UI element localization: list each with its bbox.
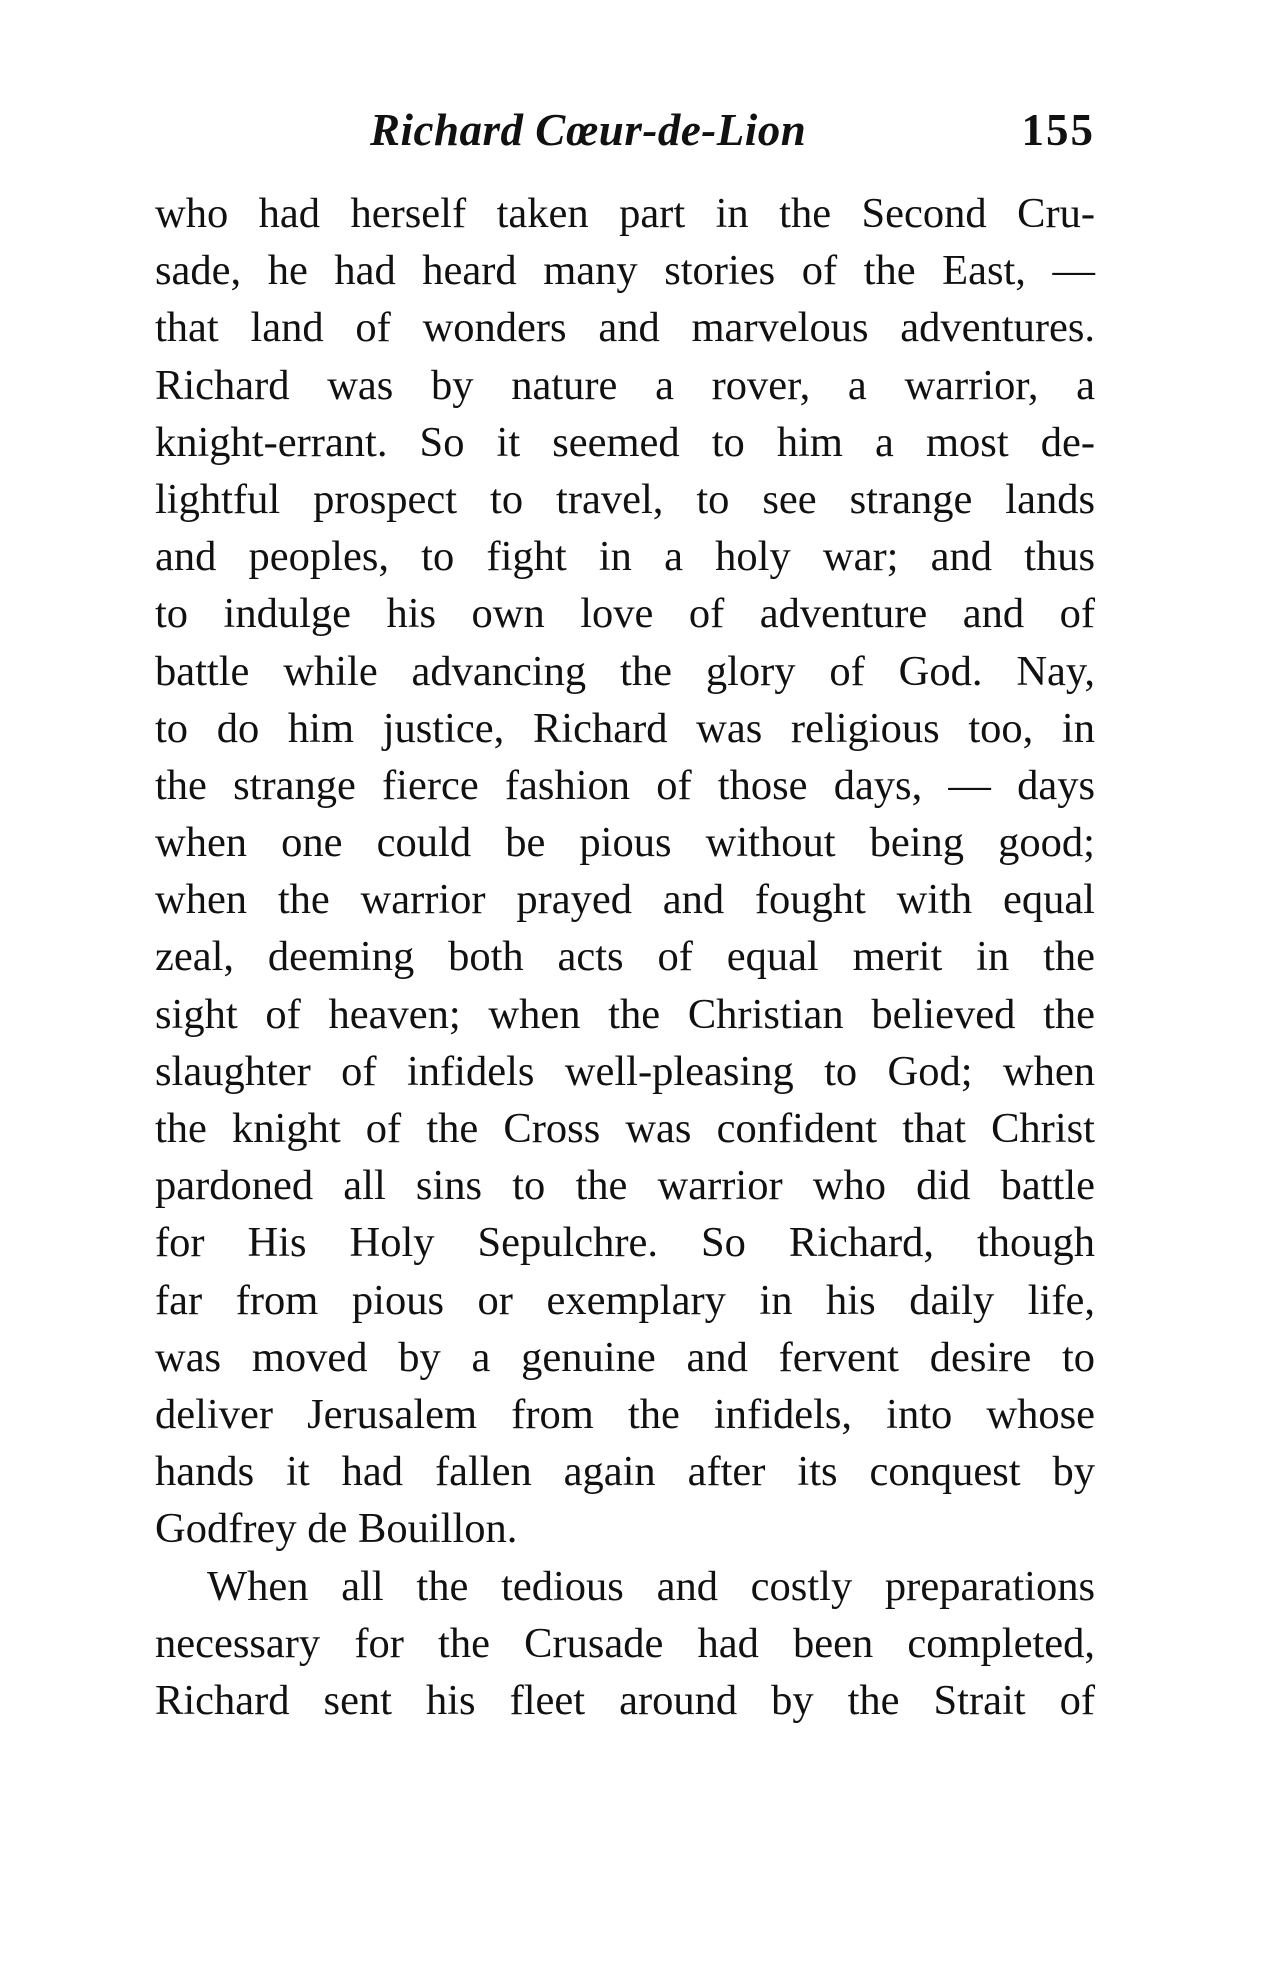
text-line: and peoples, to fight in a holy war; and thus [155,533,1095,581]
text-line: when the warrior prayed and fought with equal [155,876,1095,924]
text-line: hands it had fallen again after its conquest by [155,1448,1095,1496]
text-line: for His Holy Sepulchre. So Richard, though [155,1219,1095,1267]
text-line: sight of heaven; when the Christian believed the [155,990,1095,1038]
text-line: slaughter of infidels well-pleasing to God; when [155,1047,1095,1095]
text-line: to indulge his own love of adventure and of [155,590,1095,638]
text-line: the knight of the Cross was confident that Christ [155,1105,1095,1152]
running-head [155,104,1095,160]
text-line: to do him justice, Richard was religious too, in [155,704,1095,752]
text-line: sade, he had heard many stories of the East, — [155,247,1095,295]
text-line: pardoned all sins to the warrior who did battle [155,1162,1095,1210]
text-line: necessary for the Crusade had been completed, [155,1619,1095,1667]
text-line: lightful prospect to travel, to see strange lands [155,475,1095,523]
paragraph-2 [155,1558,1095,1730]
text-line: Richard was by nature a rover, a warrior, a [155,361,1095,409]
paragraph-1 [155,185,1095,1558]
text-line: far from pious or exemplary in his daily life, [155,1276,1095,1324]
text-line: was moved by a genuine and fervent desire to [155,1333,1095,1381]
text-line: When all the tedious and costly preparations [207,1562,1095,1610]
page-number: 155 [1021,105,1095,155]
running-title: Richard Cœur-de-Lion [370,105,807,155]
text-line: that land of wonders and marvelous adventures. [155,304,1095,352]
text-line: who had herself taken part in the Second Cru- [155,190,1095,237]
text-line: zeal, deeming both acts of equal merit in the [155,933,1095,981]
text-line: Godfrey de Bouillon. [155,1505,518,1553]
text-line: when one could be pious without being good; [155,819,1095,867]
text-line: deliver Jerusalem from the infidels, into whose [155,1390,1095,1438]
text-line: the strange fierce fashion of those days, — days [155,761,1095,809]
text-line: Richard sent his fleet around by the Strait of [155,1676,1095,1724]
text-line: battle while advancing the glory of God. Nay, [155,647,1095,695]
text-line: knight-errant. So it seemed to him a most de- [155,418,1095,466]
body-text [155,185,1095,1729]
